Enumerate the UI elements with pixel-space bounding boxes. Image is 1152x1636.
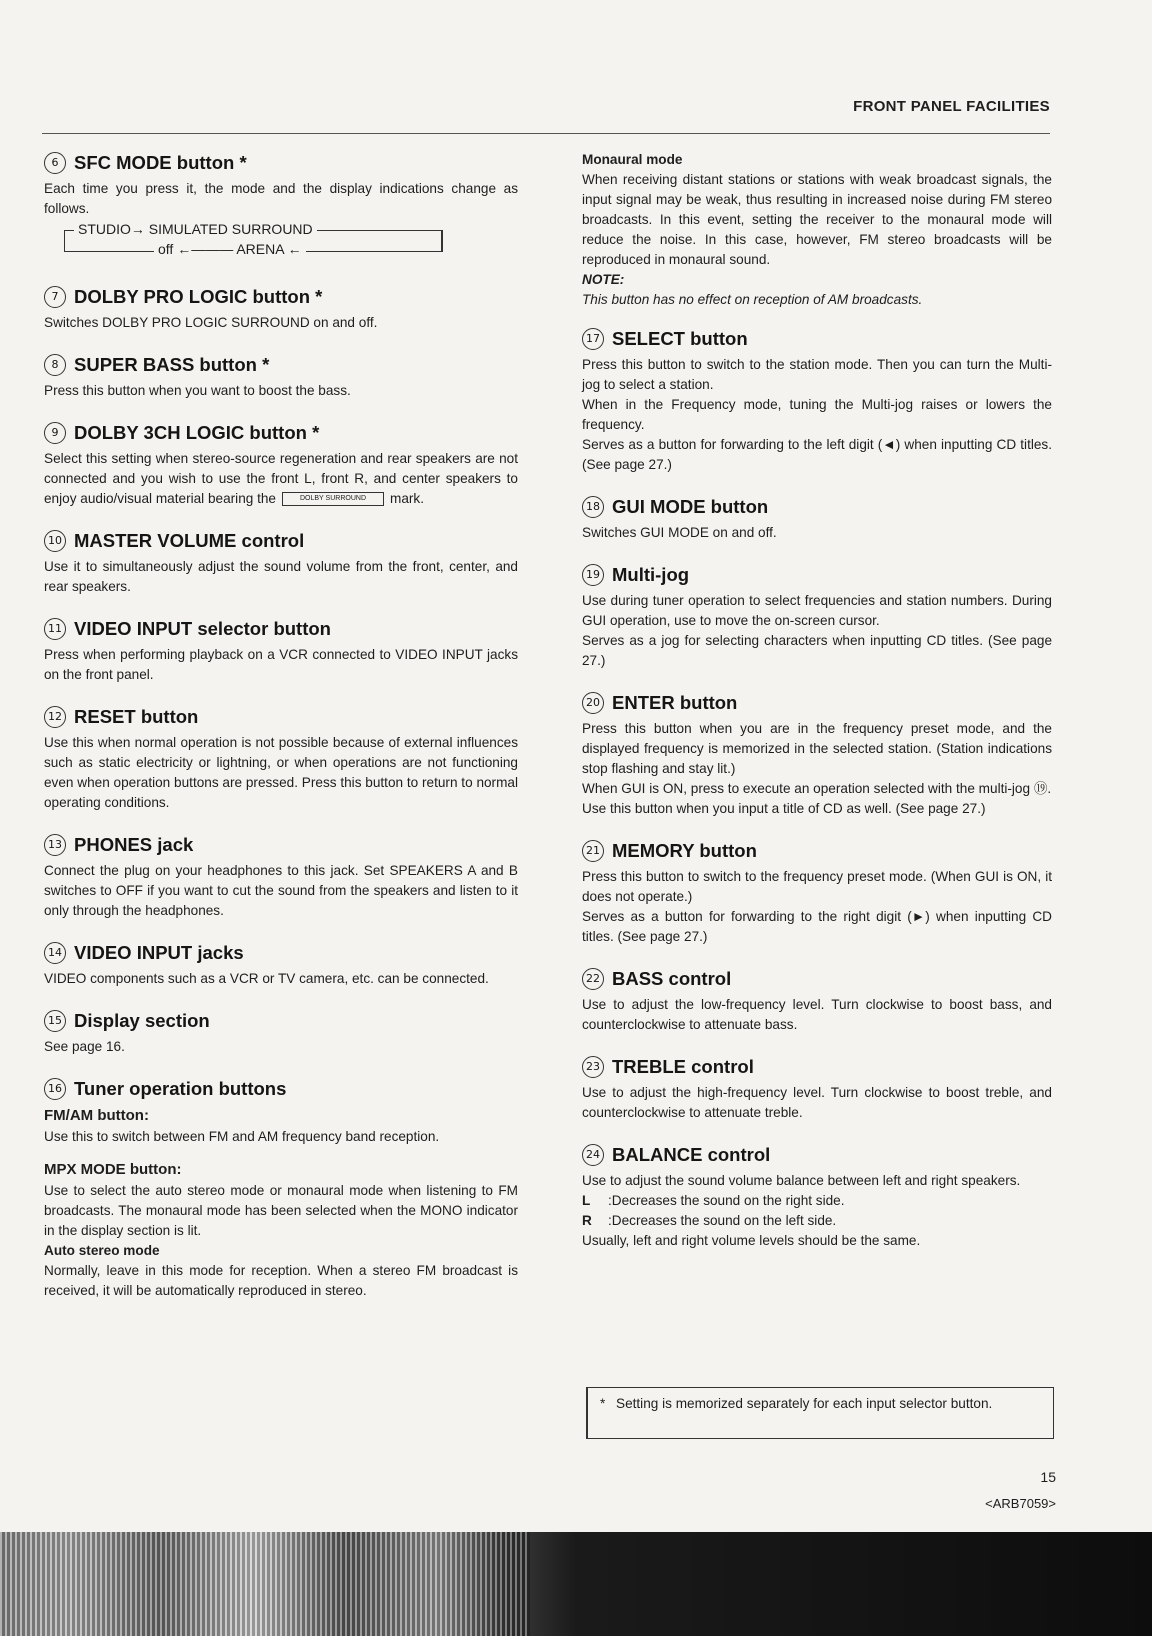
section-text: Serves as a jog for selecting characters when inputting CD titles. (See page 27.): [582, 633, 1052, 668]
balance-left-text: :Decreases the sound on the right side.: [608, 1193, 845, 1208]
section-heading: [582, 494, 1052, 520]
section-text: Press this button to switch to the frequency preset mode. (When GUI is ON, it does not operate.): [582, 869, 1052, 904]
section-title: PHONES jack: [74, 834, 194, 855]
section-heading: [44, 1008, 518, 1034]
circled-number: 11: [44, 618, 66, 640]
subheading-monaural: Monaural mode: [582, 152, 683, 167]
section-text: Serves as a button for forwarding to the right digit (►) when inputting CD titles. (See page 27.): [582, 909, 1052, 944]
section-text: Press when performing playback on a VCR connected to VIDEO INPUT jacks on the front panel.: [44, 647, 518, 682]
section-title: VIDEO INPUT selector button: [74, 618, 331, 639]
section-title: TREBLE control: [612, 1056, 754, 1077]
section-heading: [44, 528, 518, 554]
section-title: Display section: [74, 1010, 210, 1031]
section-text-end: mark.: [390, 491, 424, 506]
cycle-line-1: STUDIO→ SIMULATED SURROUND: [74, 221, 317, 237]
footnote-box: [586, 1387, 1054, 1439]
section-title: MASTER VOLUME control: [74, 530, 305, 551]
section-text: When GUI is ON, press to execute an operation selected with the multi-jog ⑲.: [582, 781, 1052, 796]
circled-number: 20: [582, 692, 604, 714]
section-title: SFC MODE button *: [74, 152, 247, 173]
subheading-mpx-mode: MPX MODE button:: [44, 1161, 182, 1178]
section-master-volume: [44, 528, 518, 597]
balance-right-text: :Decreases the sound on the left side.: [608, 1213, 837, 1228]
section-title: ENTER button: [612, 692, 738, 713]
section-heading: [582, 838, 1052, 864]
circled-number: 23: [582, 1056, 604, 1078]
section-enter: [582, 690, 1052, 819]
section-text: Press this button when you want to boost the bass.: [44, 383, 351, 398]
circled-number: 6: [44, 152, 66, 174]
section-heading: [44, 616, 518, 642]
section-text: Switches GUI MODE on and off.: [582, 525, 777, 540]
section-text: Switches DOLBY PRO LOGIC SURROUND on and off.: [44, 315, 378, 330]
section-display: [44, 1008, 518, 1057]
circled-number: 15: [44, 1010, 66, 1032]
section-text: Press this button when you are in the frequency preset mode, and the displayed frequency is memorized in the selected station. (Station indications stop flashing and stay lit.): [582, 721, 1052, 776]
right-column: [582, 150, 1052, 1270]
left-column: [44, 150, 518, 1320]
section-title: SELECT button: [612, 328, 748, 349]
section-heading: [44, 150, 518, 176]
section-video-input-jacks: [44, 940, 518, 989]
section-title: SUPER BASS button *: [74, 354, 270, 375]
section-heading: [582, 1054, 1052, 1080]
circled-number: 18: [582, 496, 604, 518]
section-text: See page 16.: [44, 1039, 125, 1054]
balance-left-key: L: [582, 1193, 591, 1208]
section-heading: [582, 1142, 1052, 1168]
section-text: When in the Frequency mode, tuning the Multi-jog raises or lowers the frequency.: [582, 397, 1052, 432]
section-memory: [582, 838, 1052, 947]
section-heading: [44, 940, 518, 966]
section-title: GUI MODE button: [612, 496, 769, 517]
section-select: [582, 326, 1052, 475]
circled-number: 16: [44, 1078, 66, 1100]
section-multi-jog: [582, 562, 1052, 671]
section-heading: [582, 326, 1052, 352]
balance-left-row: [582, 1191, 1052, 1211]
circled-number: 13: [44, 834, 66, 856]
circled-number: 14: [44, 942, 66, 964]
section-title: BASS control: [612, 968, 732, 989]
section-balance: [582, 1142, 1052, 1251]
footnote-asterisk: *: [600, 1396, 606, 1411]
section-text: Normally, leave in this mode for reception. When a stereo FM broadcast is received, it will be automatically reproduced in stereo.: [44, 1263, 518, 1298]
section-text: VIDEO components such as a VCR or TV camera, etc. can be connected.: [44, 971, 489, 986]
circled-number: 7: [44, 286, 66, 308]
circled-number: 24: [582, 1144, 604, 1166]
header-rule: [42, 133, 1050, 134]
section-bass: [582, 966, 1052, 1035]
circled-number: 17: [582, 328, 604, 350]
dolby-surround-logo: DOLBY SURROUND: [282, 492, 384, 506]
section-text: Use to select the auto stereo mode or monaural mode when listening to FM broadcasts. The monaural mode has been selected when the MONO indicator in the display section is lit.: [44, 1183, 518, 1238]
section-dolby-3ch-logic: [44, 420, 518, 509]
section-video-input-selector: [44, 616, 518, 685]
section-heading: [44, 352, 518, 378]
note-text: This button has no effect on reception of AM broadcasts.: [582, 292, 923, 307]
section-gui-mode: [582, 494, 1052, 543]
section-text: Usually, left and right volume levels should be the same.: [582, 1233, 921, 1248]
section-text: Use to adjust the high-frequency level. Turn clockwise to boost treble, and counterclockwise to attenuate treble.: [582, 1085, 1052, 1120]
section-heading: [582, 966, 1052, 992]
section-text-body: Select this setting when stereo-source regeneration and rear speakers are not connected and you wish to use the front L, front R, and center speakers to enjoy audio/visual material bearing the: [44, 451, 518, 506]
section-text: Use it to simultaneously adjust the sound volume from the front, center, and rear speakers.: [44, 559, 518, 594]
section-title: Tuner operation buttons: [74, 1078, 287, 1099]
section-text: Serves as a button for forwarding to the left digit (◄) when inputting CD titles. (See page 27.): [582, 437, 1052, 472]
section-text: Use this to switch between FM and AM frequency band reception.: [44, 1129, 440, 1144]
page-header: FRONT PANEL FACILITIES: [853, 98, 1050, 115]
section-title: VIDEO INPUT jacks: [74, 942, 244, 963]
section-title: DOLBY 3CH LOGIC button *: [74, 422, 320, 443]
section-sfc-mode: [44, 150, 518, 265]
subheading-auto-stereo: Auto stereo mode: [44, 1243, 160, 1258]
section-title: RESET button: [74, 706, 199, 727]
section-monaural-mode: [582, 150, 1052, 310]
section-title: Multi-jog: [612, 564, 690, 585]
section-text: Connect the plug on your headphones to this jack. Set SPEAKERS A and B switches to OFF if you want to cut the sound from the speakers and listen to it only through the headphones.: [44, 863, 518, 918]
section-heading: [582, 562, 1052, 588]
scan-edge-artifact: [0, 1532, 1152, 1636]
section-tuner-operation: [44, 1076, 518, 1301]
circled-number: 8: [44, 354, 66, 376]
section-heading: [582, 690, 1052, 716]
section-reset: [44, 704, 518, 813]
section-heading: [44, 1076, 518, 1102]
section-title: MEMORY button: [612, 840, 757, 861]
section-super-bass: [44, 352, 518, 401]
section-text: Use to adjust the sound volume balance between left and right speakers.: [582, 1173, 1021, 1188]
section-title: BALANCE control: [612, 1144, 771, 1165]
section-text: Use during tuner operation to select frequencies and station numbers. During GUI operation, use to move the on-screen cursor.: [582, 593, 1052, 628]
section-treble: [582, 1054, 1052, 1123]
section-heading: [44, 284, 518, 310]
footnote-text: Setting is memorized separately for each input selector button.: [616, 1396, 993, 1411]
circled-number: 21: [582, 840, 604, 862]
cycle-line-2: off ←——— ARENA ←: [154, 241, 306, 257]
page-number: 15: [1040, 1469, 1056, 1485]
section-dolby-pro-logic: [44, 284, 518, 333]
scan-stripes: [0, 1532, 530, 1636]
circled-number: 10: [44, 530, 66, 552]
note-label: NOTE:: [582, 272, 625, 287]
document-code: <ARB7059>: [985, 1496, 1056, 1511]
section-heading: [44, 420, 518, 446]
section-title: DOLBY PRO LOGIC button *: [74, 286, 323, 307]
section-text: Press this button to switch to the station mode. Then you can turn the Multi-jog to select a station.: [582, 357, 1052, 392]
section-text: Use this when normal operation is not possible because of external influences such as static electricity or lightning, or when operations are not functioning even when operation buttons are pressed. Press this button to return to normal operating conditions.: [44, 735, 518, 810]
subheading-fm-am: FM/AM button:: [44, 1107, 149, 1124]
section-text: Each time you press it, the mode and the display indications change as follows.: [44, 181, 518, 216]
section-text: Use this button when you input a title of CD as well. (See page 27.): [582, 801, 986, 816]
circled-number: 12: [44, 706, 66, 728]
section-text: Use to adjust the low-frequency level. Turn clockwise to boost bass, and counterclockwise to attenuate bass.: [582, 997, 1052, 1032]
balance-right-row: [582, 1211, 1052, 1231]
section-text: When receiving distant stations or stations with weak broadcast signals, the input signal may be weak, thus resulting in increased noise during FM stereo broadcasts. In this event, setting the receiver to the monaural mode will reduce the noise. In this case, however, FM stereo broadcasts will be reproduced in monaural sound.: [582, 172, 1052, 267]
section-heading: [44, 832, 518, 858]
section-text: [44, 449, 518, 509]
balance-right-key: R: [582, 1213, 592, 1228]
circled-number: 22: [582, 968, 604, 990]
circled-number: 19: [582, 564, 604, 586]
section-phones-jack: [44, 832, 518, 921]
section-heading: [44, 704, 518, 730]
circled-number: 9: [44, 422, 66, 444]
mode-cycle-diagram: [64, 221, 518, 265]
